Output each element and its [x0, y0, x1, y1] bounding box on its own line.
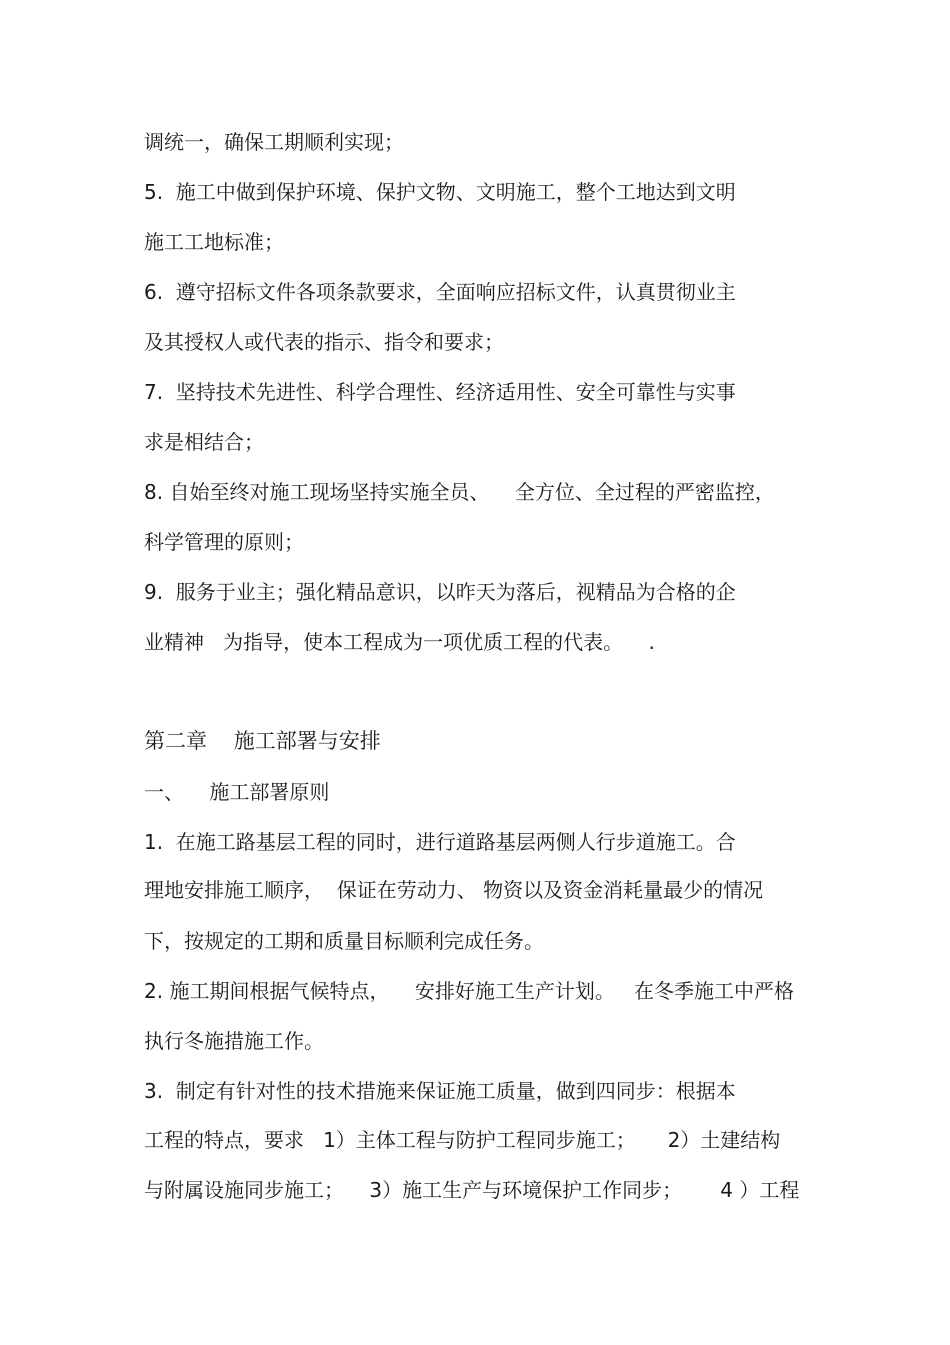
text-line: 6. 遵守招标文件各项条款要求，全面响应招标文件，认真贯彻业主 — [144, 280, 736, 304]
chapter-heading: 第二章 施工部署与安排 — [144, 729, 381, 753]
text-line: 业精神 为指导，使本工程成为一项优质工程的代表。 . — [144, 630, 655, 654]
text-line: 调统一，确保工期顺利实现； — [144, 130, 404, 154]
text-line: 执行冬施措施工作。 — [144, 1029, 324, 1053]
text-line: 科学管理的原则； — [144, 530, 304, 554]
text-line: 9. 服务于业主；强化精品意识，以昨天为落后，视精品为合格的企 — [144, 580, 736, 604]
text-line: 及其授权人或代表的指示、指令和要求； — [144, 330, 504, 354]
text-line: 1. 在施工路基层工程的同时，进行道路基层两侧人行步道施工。合 — [144, 830, 736, 854]
text-line: 与附属设施同步施工； 3）施工生产与环境保护工作同步； 4 ）工程 — [144, 1178, 800, 1202]
text-line: 求是相结合； — [144, 430, 264, 454]
text-line: 下，按规定的工期和质量目标顺利完成任务。 — [144, 929, 544, 953]
text-line: 7. 坚持技术先进性、科学合理性、经济适用性、安全可靠性与实事 — [144, 380, 736, 404]
text-line: 施工工地标准； — [144, 230, 284, 254]
text-line: 2. 施工期间根据气候特点， 安排好施工生产计划。 在冬季施工中严格 — [144, 979, 794, 1003]
text-line: 3. 制定有针对性的技术措施来保证施工质量，做到四同步：根据本 — [144, 1079, 736, 1103]
text-line: 8. 自始至终对施工现场坚持实施全员、 全方位、全过程的严密监控， — [144, 480, 775, 504]
text-line: 5. 施工中做到保护环境、保护文物、文明施工，整个工地达到文明 — [144, 180, 736, 204]
text-line: 理地安排施工顺序， 保证在劳动力、 物资以及资金消耗量最少的情况 — [144, 878, 764, 902]
section-heading: 一、 施工部署原则 — [144, 780, 330, 804]
text-line: 工程的特点，要求 1）主体工程与防护工程同步施工； 2）土建结构 — [144, 1128, 781, 1152]
